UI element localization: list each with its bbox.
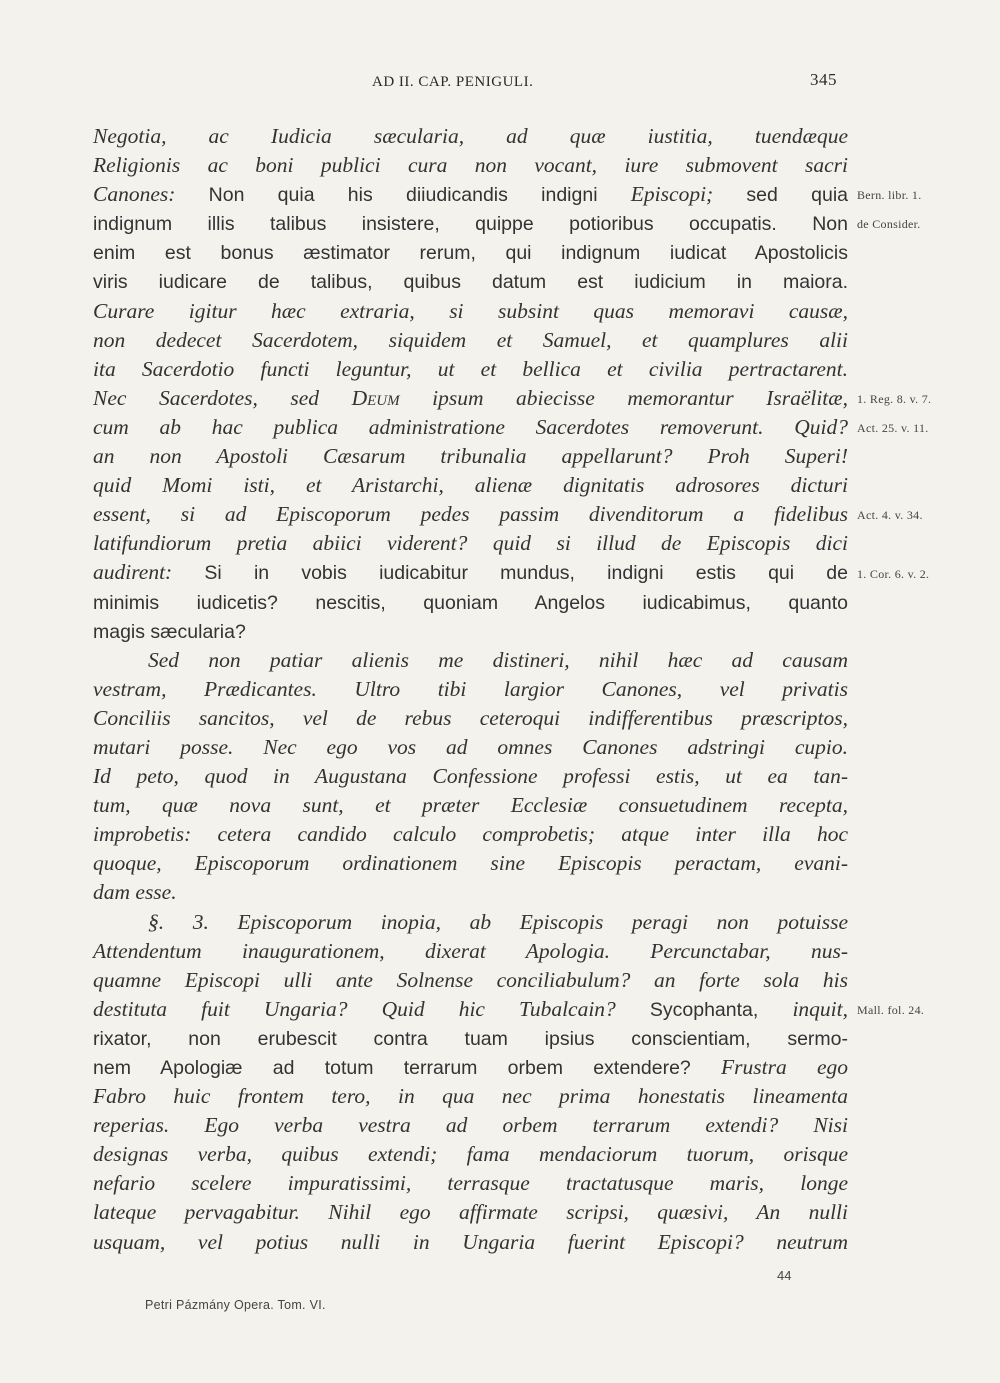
- roman-text: rixator, non erubescit contra tuam ipsius conscientiam, sermo-: [93, 1027, 848, 1050]
- italic-text: Fabro huic frontem tero, in qua nec prima honestatis lineamenta: [93, 1084, 848, 1109]
- text-line: [93, 209, 848, 238]
- italic-text: Id peto, quod in Augustana Confessione professi estis, ut ea tan-: [93, 764, 848, 789]
- text-line: [93, 355, 848, 384]
- text-line: [93, 908, 848, 937]
- text-line: [93, 413, 848, 442]
- text-line: [93, 1024, 848, 1053]
- italic-text: Frustra ego: [721, 1055, 849, 1079]
- roman-text: minimis iudicetis? nescitis, quoniam Angelos iudicabimus, quanto: [93, 591, 848, 614]
- text-line: [93, 733, 848, 762]
- text-line: [93, 1228, 848, 1257]
- italic-text: Sed non patiar alienis me distineri, nihil hæc ad causam: [148, 647, 848, 672]
- text-line: [93, 558, 848, 587]
- roman-text: nem Apologiæ ad totum terrarum orbem extendere?: [93, 1057, 722, 1079]
- text-line: [93, 704, 848, 733]
- text-line: [93, 238, 848, 267]
- body-text: [93, 122, 848, 1257]
- text-line: [93, 1140, 848, 1169]
- text-line: [93, 588, 848, 617]
- signature-mark: 44: [777, 1268, 792, 1283]
- page-number: 345: [810, 70, 837, 89]
- text-line: [93, 791, 848, 820]
- text-line: [93, 180, 848, 209]
- text-line: [93, 820, 848, 849]
- italic-text: designas verba, quibus extendi; fama mendaciorum tuorum, orisque: [93, 1142, 848, 1167]
- italic-text: Attendentum inaugurationem, dixerat Apologia. Percunctabar, nus-: [93, 938, 848, 963]
- text-line: [93, 122, 848, 151]
- roman-text: sed quia: [746, 184, 848, 207]
- roman-text: Non quia his diiudicandis indigni: [208, 184, 631, 207]
- roman-text: magis sæcularia?: [93, 620, 246, 643]
- italic-text: Religionis ac boni publici cura non vocant, iure submovent sacri: [93, 153, 848, 178]
- italic-text: tum, quæ nova sunt, et præter Ecclesiæ consuetudinem recepta,: [93, 793, 848, 818]
- roman-text: enim est bonus æstimator rerum, qui indignum iudicat Apostolicis: [93, 242, 848, 265]
- italic-text: Episcopi;: [630, 182, 747, 207]
- italic-text: essent, si ad Episcoporum pedes passim divenditorum a fidelibus: [93, 502, 848, 527]
- margin-note: 1. Cor. 6. v. 2.: [857, 566, 930, 581]
- text-line: [93, 442, 848, 471]
- text-line: [93, 384, 848, 413]
- italic-text: an non Apostoli Cæsarum tribunalia appellarunt? Proh Superi!: [93, 444, 848, 469]
- italic-text: quamne Episcopi ulli ante Solnense conciliabulum? an forte sola his: [93, 967, 848, 992]
- roman-text: viris iudicare de talibus, quibus datum est iudicium in maiora.: [93, 271, 848, 294]
- text-line: [93, 471, 848, 500]
- running-head: [0, 70, 1000, 94]
- text-line: [93, 1198, 848, 1227]
- italic-text: Curare igitur hæc extraria, si subsint quas memoravi causæ,: [93, 298, 848, 323]
- text-line: [93, 849, 848, 878]
- italic-text: ipsum abiecisse memorantur Israëlitæ,: [399, 385, 848, 410]
- italic-text: Nec Sacerdotes, sed: [93, 385, 352, 410]
- text-line: [93, 1082, 848, 1111]
- italic-text: nefario scelere impuratissimi, terrasque tractatusque maris, longe: [93, 1171, 848, 1196]
- italic-text: dam esse.: [93, 880, 177, 905]
- margin-note: Act. 4. v. 34.: [857, 508, 923, 523]
- text-line: [93, 762, 848, 791]
- roman-text: Sycophanta,: [649, 998, 793, 1021]
- footer-imprint: Petri Pázmány Opera. Tom. VI.: [145, 1298, 326, 1312]
- italic-text: destituta fuit Ungaria? Quid hic Tubalcain?: [93, 996, 650, 1021]
- text-line: [93, 675, 848, 704]
- italic-text: Conciliis sancitos, vel de rebus ceteroqui indifferentibus præscriptos,: [93, 705, 848, 730]
- italic-text: reperias. Ego verba vestra ad orbem terrarum extendi? Nisi: [93, 1113, 848, 1138]
- roman-text: Si in vobis iudicabitur mundus, indigni estis qui de: [204, 562, 848, 585]
- italic-text: Deum: [351, 385, 400, 410]
- text-line: [93, 267, 848, 296]
- margin-note: 1. Reg. 8. v. 7.: [857, 391, 932, 406]
- text-line: [93, 1111, 848, 1140]
- italic-text: latifundiorum pretia abiici viderent? quid si illud de Episcopis dici: [93, 531, 848, 556]
- italic-text: inquit,: [792, 996, 848, 1021]
- italic-text: improbetis: cetera candido calculo comprobetis; atque inter illa hoc: [93, 822, 848, 847]
- text-line: [93, 297, 848, 326]
- italic-text: Negotia, ac Iudicia sæcularia, ad quæ iustitia, tuendæque: [93, 124, 848, 148]
- italic-text: mutari posse. Nec ego vos ad omnes Canones adstringi cupio.: [93, 734, 848, 759]
- text-line: [93, 995, 848, 1024]
- text-line: [93, 529, 848, 558]
- italic-text: Canones:: [93, 182, 209, 207]
- italic-text: quid Momi isti, et Aristarchi, alienæ dignitatis adrosores dicturi: [93, 473, 848, 498]
- italic-text: usquam, vel potius nulli in Ungaria fuerint Episcopi? neutrum: [93, 1229, 848, 1254]
- italic-text: §. 3. Episcoporum inopia, ab Episcopis peragi non potuisse: [148, 909, 848, 934]
- text-line: [93, 151, 848, 180]
- italic-text: cum ab hac publica administratione Sacerdotes removerunt. Quid?: [93, 414, 848, 439]
- italic-text: quoque, Episcoporum ordinationem sine Episcopis peractam, evani-: [93, 851, 848, 876]
- text-line: [93, 646, 848, 675]
- italic-text: ita Sacerdotio functi leguntur, ut et bellica et civilia pertractarent.: [93, 356, 848, 381]
- italic-text: non dedecet Sacerdotem, siquidem et Samuel, et quamplures alii: [93, 327, 848, 352]
- margin-note: Mall. fol. 24.: [857, 1003, 925, 1017]
- text-line: [93, 326, 848, 355]
- text-line: [93, 878, 848, 907]
- text-line: [93, 937, 848, 966]
- margin-note: Bern. libr. 1.: [857, 188, 922, 203]
- text-line: [93, 617, 848, 646]
- text-line: [93, 1053, 848, 1082]
- text-line: [93, 500, 848, 529]
- text-line: [93, 966, 848, 995]
- roman-text: indignum illis talibus insistere, quippe potioribus occupatis. Non: [93, 213, 848, 236]
- italic-text: vestram, Prædicantes. Ultro tibi largior Canones, vel privatis: [93, 676, 848, 701]
- running-title: AD II. CAP. PENIGULI.: [372, 74, 534, 90]
- margin-note: Act. 25. v. 11.: [857, 421, 929, 435]
- margin-note: de Consider.: [857, 217, 921, 232]
- italic-text: audirent:: [93, 560, 205, 585]
- italic-text: lateque pervagabitur. Nihil ego affirmate scripsi, quæsivi, An nulli: [93, 1200, 848, 1225]
- text-line: [93, 1169, 848, 1198]
